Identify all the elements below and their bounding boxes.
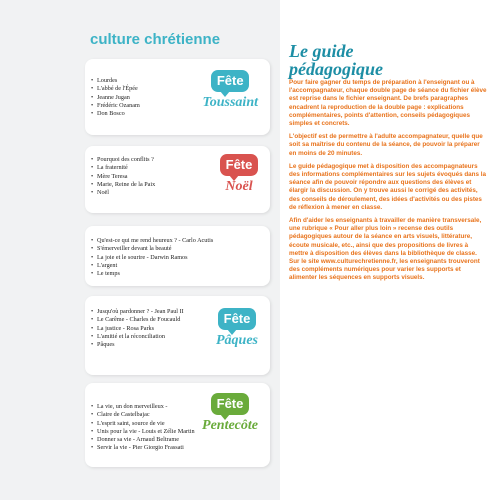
card-joy [85,226,270,286]
list-item: • L'esprit saint, source de vie [91,420,195,428]
list-item: • Noël [91,189,155,197]
item-list [91,156,155,197]
fete-badge: Fête [218,308,256,330]
list-item: • Pâques [91,341,184,349]
fete-badge: Fête [220,154,258,176]
feast-name: Toussaint [202,95,258,110]
guide-paragraph: Afin d'aider les enseignants à travailler de manière transversale, une rubrique « Pour aller plus loin » recense des outils pédagogiques autour de la séance en arts visuels, littérature, écoute musicale, etc., ainsi que des propositions de livres à mettre à disposition des élèves dans la bibliothèque de classe. Sur le site www.culturechretienne.fr, les enseignants trouveront des compléments numériques pour varier les supports et alimenter les séquences en supports visuels. [289,217,482,282]
list-item: • Lourdes [91,77,140,85]
fete-badge: Fête [211,393,249,415]
item-list [91,403,195,453]
feast-label [202,70,258,110]
guide-title-line1: Le guide [289,41,354,61]
list-item: • L'argent [91,262,213,270]
list-item: • L'amitié et la réconciliation [91,333,184,341]
list-item: • Pourquoi des conflits ? [91,156,155,164]
guide-body [289,79,487,288]
card-noel [85,146,270,213]
list-item: • La justice - Rosa Parks [91,325,184,333]
list-item: • Mère Teresa [91,173,155,181]
list-item: • Frédéric Ozanam [91,102,140,110]
list-item: • Le temps [91,270,213,278]
list-item: • Le Carême - Charles de Foucauld [91,316,184,324]
list-item: • La fraternité [91,164,155,172]
list-item: • La vie, un don merveilleux - [91,403,195,411]
list-item: • Jusqu'où pardonner ? - Jean Paul II [91,308,184,316]
card-pentecote [85,383,270,467]
section-title: culture chrétienne [90,31,221,48]
list-item: • Jeanne Jugan [91,94,140,102]
guide-paragraph: Pour faire gagner du temps de préparation à l'enseignant ou à l'accompagnateur, chaque double page de séance du fichier élève est reprise dans le fichier enseignant. De brefs paragraphes encadrent la reproduction de la double page : explications complémentaires, points d'attention, conseils pédagogiques simples et concrets. [289,79,487,128]
list-item: • Donner sa vie - Arnaud Beltrame [91,436,195,444]
feast-label [220,154,258,194]
list-item: • Unis pour la vie - Louis et Zélie Martin [91,428,195,436]
fete-badge: Fête [211,70,249,92]
list-item: • L'abbé de l'Épée [91,85,140,93]
list-item: • Servir la vie - Pier Giorgio Frassati [91,444,195,452]
list-item: • Marie, Reine de la Paix [91,181,155,189]
guide-title-line2: pédagogique [289,59,383,79]
feast-name: Noël [225,179,253,194]
feast-label [216,308,258,348]
list-item: • Claire de Castelbajac [91,411,195,419]
card-paques [85,296,270,375]
list-item: • Don Bosco [91,110,140,118]
feast-label [202,393,258,433]
item-list [91,77,140,118]
item-list [91,308,184,349]
item-list [91,237,213,278]
guide-title [289,42,383,78]
guide-paragraph: L'objectif est de permettre à l'adulte accompagnateur, quelle que soit sa maîtrise du contenu de la séance, de pouvoir la préparer en moins de 20 minutes. [289,133,483,157]
list-item: • Qu'est-ce qui me rend heureux ? - Carlo Acutis [91,237,213,245]
list-item: • S'émerveiller devant la beauté [91,245,213,253]
feast-name: Pâques [216,333,258,348]
list-item: • La joie et le sourire - Darwin Ramos [91,254,213,262]
card-toussaint [85,59,270,135]
guide-paragraph: Le guide pédagogique met à disposition des accompagnateurs des informations complémentaires sur les sujets évoqués dans la séance afin de pouvoir répondre aux questions des élèves et élargir la discussion. On y trouve aussi le corrigé des activités, des conseils de déroulement, des idées d'activités ou des pistes de réflexion à mener en classe. [289,162,487,211]
feast-name: Pentecôte [202,418,258,433]
